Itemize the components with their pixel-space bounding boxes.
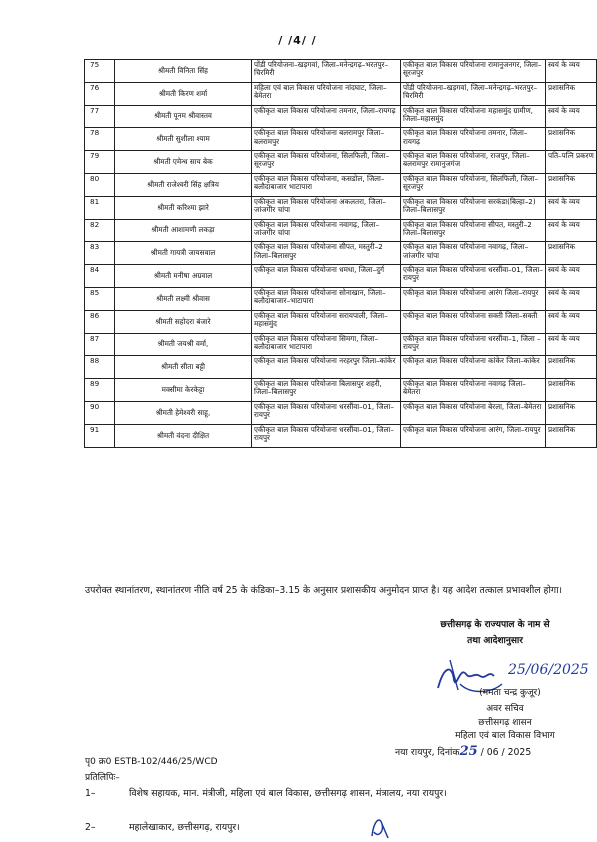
from-project-cell: एकीकृत बाल विकास परियोजना, सिलफिली, जिला–सूरजपुर [252,151,401,174]
to-project-cell: एकीकृत बाल विकास परियोजना सरकंडा(बिल्हा–2) जिला–बिलासपुर [401,196,546,219]
transfer-reason-cell: प्रशासनिक [546,242,597,265]
serial-number-cell: 83 [85,242,115,265]
transfer-reason-cell: प्रशासनिक [546,82,597,105]
dated-rest: / 06 / 2025 [480,747,532,758]
serial-number-cell: 87 [85,333,115,356]
copy-item-text: महालेखाकार, छत्तीसगढ़, रायपुर। [129,822,240,833]
table-row [85,219,597,242]
to-project-cell: एकीकृत बाल विकास परियोजना धरसींवा–01, जिला–रायपुर [401,265,546,288]
signature-line-1: छत्तीसगढ़ के राज्यपाल के नाम से [440,620,550,630]
from-project-cell: एकीकृत बाल विकास परियोजना सोनाखान, जिला–बलौदाबाजार–भाटापारा [252,287,401,310]
serial-number-cell: 81 [85,196,115,219]
table-row [85,105,597,128]
from-project-cell: एकीकृत बाल विकास परियोजना तमनार, जिला–रायगढ़ [252,105,401,128]
transfer-reason-cell: प्रशासनिक [546,401,597,424]
serial-number-cell: 78 [85,128,115,151]
dated-line [395,744,531,759]
dated-day: 25 [459,744,478,759]
table-row [85,82,597,105]
transfer-reason-cell: पति–पत्नि प्रकरण [546,151,597,174]
serial-number-cell: 76 [85,82,115,105]
transfer-reason-cell: स्वयं के व्यय [546,60,597,83]
to-project-cell: एकीकृत बाल विकास परियोजना आरंग, जिला–रायपुर [401,424,546,447]
employee-name-cell: श्रीमती गायत्री जायसवाल [115,242,252,265]
copy-item-number: 2– [85,822,96,833]
serial-number-cell: 82 [85,219,115,242]
table-row [85,310,597,333]
to-project-cell: एकीकृत बाल विकास परियोजना सक्ती जिला–सक्ती [401,310,546,333]
signatory-name: (ममता चन्द्र कुजूर) [479,688,541,698]
from-project-cell: एकीकृत बाल विकास परियोजना नरहरपुर जिला–कांकेर [252,356,401,379]
employee-name-cell: श्रीमती सुशीला श्याम [115,128,252,151]
serial-number-cell: 88 [85,356,115,379]
employee-name-cell: श्रीमती करिश्मा झारे [115,196,252,219]
copy-item-number: 1– [85,788,96,799]
employee-name-cell: श्रीमती सहोदरा बंजारे [115,310,252,333]
to-project-cell: एकीकृत बाल विकास परियोजना नवागढ़, जिला–जांजगीर चांपा [401,242,546,265]
employee-name-cell: श्रीमती आशामणी लकड़ा [115,219,252,242]
transfer-table [84,59,597,448]
from-project-cell: एकीकृत बाल विकास परियोजना सीपत, मस्तुरी–2 जिला–बिलासपुर [252,242,401,265]
from-project-cell: एकीकृत बाल विकास परियोजना, कसडोल, जिला– बलौदाबाजार भाटापारा [252,173,401,196]
to-project-cell: एकीकृत बाल विकास परियोजना आरंग जिला–रायपुर [401,287,546,310]
employee-name-cell: श्रीमती राजेश्वरी सिंह क्षत्रिय [115,173,252,196]
signature-heading [400,617,590,649]
from-project-cell: एकीकृत बाल विकास परियोजना धरसींवा–01, जिला–रायपुर [252,424,401,447]
transfer-reason-cell: प्रशासनिक [546,424,597,447]
to-project-cell: एकीकृत बाल विकास परियोजना नवागढ़ जिला–बेमेतरा [401,379,546,402]
serial-number-cell: 84 [85,265,115,288]
transfer-reason-cell: स्वयं के व्यय [546,310,597,333]
to-project-cell: एकीकृत बाल विकास परियोजना सीपत, मस्तुरी–2 जिला–बिलासपुर [401,219,546,242]
designation-line-1: अवर सचिव [486,704,524,714]
serial-number-cell: 90 [85,401,115,424]
serial-number-cell: 75 [85,60,115,83]
from-project-cell: एकीकृत बाल विकास परियोजना धरसींवा–01, जिला–रायपुर [252,401,401,424]
employee-name-cell: श्रीमती विनिता सिंह [115,60,252,83]
from-project-cell: महिला एवं बाल विकास परियोजना नांदघाट, जिला– बेमेतरा [252,82,401,105]
serial-number-cell: 91 [85,424,115,447]
signature-line-2: तथा आदेशानुसार [467,636,523,646]
employee-name-cell: श्रीमती मनीषा अग्रवाल [115,265,252,288]
designation-line-2: छत्तीसगढ़ शासन [478,717,532,728]
to-project-cell: एकीकृत बाल विकास परियोजना महासमुंद ग्रामीण, जिला–महासमुंद [401,105,546,128]
employee-name-cell: मक्सीमा केरकेट्टा [115,379,252,402]
employee-name-cell: श्रीमती एमेन्ध साय बेक [115,151,252,174]
transfer-reason-cell: स्वयं के व्यय [546,105,597,128]
to-project-cell: एकीकृत बाल विकास परियोजना धरसींवा–1, जिला – रायपुर [401,333,546,356]
table-row [85,333,597,356]
table-row [85,242,597,265]
transfer-reason-cell: प्रशासनिक [546,356,597,379]
serial-number-cell: 85 [85,287,115,310]
copy-item-text: विशेष सहायक, मान. मंत्रीजी, महिला एवं बाल विकास, छत्तीसगढ़ शासन, मंत्रालय, नया रायपुर। [129,788,447,799]
copy-item-1 [85,786,585,801]
table-row [85,356,597,379]
signatory-designation [420,703,590,744]
transfer-reason-cell: प्रशासनिक [546,128,597,151]
from-project-cell: एकीकृत बाल विकास परियोजना धमधा, जिला–दुर्ग [252,265,401,288]
table-row [85,265,597,288]
to-project-cell: एकीकृत बाल विकास परियोजना कांकेर जिला–कांकेर [401,356,546,379]
transfer-reason-cell: स्वयं के व्यय [546,265,597,288]
employee-name-cell: श्रीमती जयश्री वर्मा, [115,333,252,356]
table-row [85,424,597,447]
from-project-cell: एकीकृत बाल विकास परियोजना बलरामपुर जिला– बलरामपुर [252,128,401,151]
from-project-cell: एकीकृत बाल विकास परियोजना सिमगा, जिला–बलौदाबाजार भाटापारा [252,333,401,356]
transfer-reason-cell: प्रशासनिक [546,379,597,402]
transfer-reason-cell: स्वयं के व्यय [546,333,597,356]
designation-line-3: महिला एवं बाल विकास विभाग [455,731,555,741]
employee-name-cell: श्रीमती हेमेश्वरी साहू, [115,401,252,424]
to-project-cell: एकीकृत बाल विकास परियोजना, सिलफिली, जिला–सूरजपुर [401,173,546,196]
from-project-cell: एकीकृत बाल विकास परियोजना सरायपाली, जिला–महासमुंद [252,310,401,333]
employee-name-cell: श्रीमती पूनम श्रीवास्तव [115,105,252,128]
table-row [85,151,597,174]
copy-heading: प्रतिलिपिः– [85,773,120,783]
transfer-reason-cell: स्वयं के व्यय [546,287,597,310]
from-project-cell: एकीकृत बाल विकास परियोजना नवागढ़, जिला–जांजगीर चांपा [252,219,401,242]
serial-number-cell: 79 [85,151,115,174]
dated-prefix: नया रायपुर, दिनांक [395,747,460,758]
to-project-cell: एकीकृत बाल विकास परियोजना तमनार, जिला–रायगढ़ [401,128,546,151]
serial-number-cell: 89 [85,379,115,402]
to-project-cell: एकीकृत बाल विकास परियोजना रामानुजनगर, जिला–सूरजपुर [401,60,546,83]
serial-number-cell: 86 [85,310,115,333]
to-project-cell: एकीकृत बाल विकास परियोजना बेरला, जिला–बेमेतरा [401,401,546,424]
copy-item-2 [85,820,585,833]
table-row [85,379,597,402]
serial-number-cell: 80 [85,173,115,196]
table-row [85,401,597,424]
transfer-reason-cell: प्रशासनिक [546,173,597,196]
initial-mark-icon [368,812,392,840]
from-project-cell: एकीकृत बाल विकास परियोजना अकलतरा, जिला–जांजगीर चांपा [252,196,401,219]
to-project-cell: एकीकृत बाल विकास परियोजना, राजपुर, जिला–बलरामपुर रामानुजगंज [401,151,546,174]
employee-name-cell: श्रीमती किरण शर्मा [115,82,252,105]
table-row [85,60,597,83]
serial-number-cell: 77 [85,105,115,128]
from-project-cell: पोंडी परियोजना–खड़गवां, जिला–मनेन्द्रगढ़–भरतपुर–चिरमिरी [252,60,401,83]
reference-number: पृ0 क्र0 ESTB-102/446/25/WCD [85,757,218,767]
from-project-cell: एकीकृत बाल विकास परियोजना बिलासपुर शहरी, जिला–बिलासपुर [252,379,401,402]
transfer-reason-cell: स्वयं के व्यय [546,196,597,219]
table-row [85,128,597,151]
table-row [85,196,597,219]
signature-date: 25/06/2025 [508,662,589,678]
employee-name-cell: श्रीमती वंदना दीक्षित [115,424,252,447]
transfer-reason-cell: स्वयं के व्यय [546,219,597,242]
approval-paragraph: उपरोक्त स्थानांतरण, स्थानांतरण नीति वर्ष 25 के कंडिका–3.15 के अनुसार प्रशासकीय अनुमोदन प्राप्त है। यह आदेश तत्काल प्रभावशील होगा। [85,585,563,596]
page-number: / /4/ / [278,34,317,47]
to-project-cell: पोंडी परियोजना–खड़गवां, जिला–मनेन्द्रगढ़–भरतपुर–चिरमिरी [401,82,546,105]
employee-name-cell: श्रीमती लक्ष्मी श्रीवास [115,287,252,310]
employee-name-cell: श्रीमती सीता बट्टी [115,356,252,379]
table-row [85,173,597,196]
table-row [85,287,597,310]
